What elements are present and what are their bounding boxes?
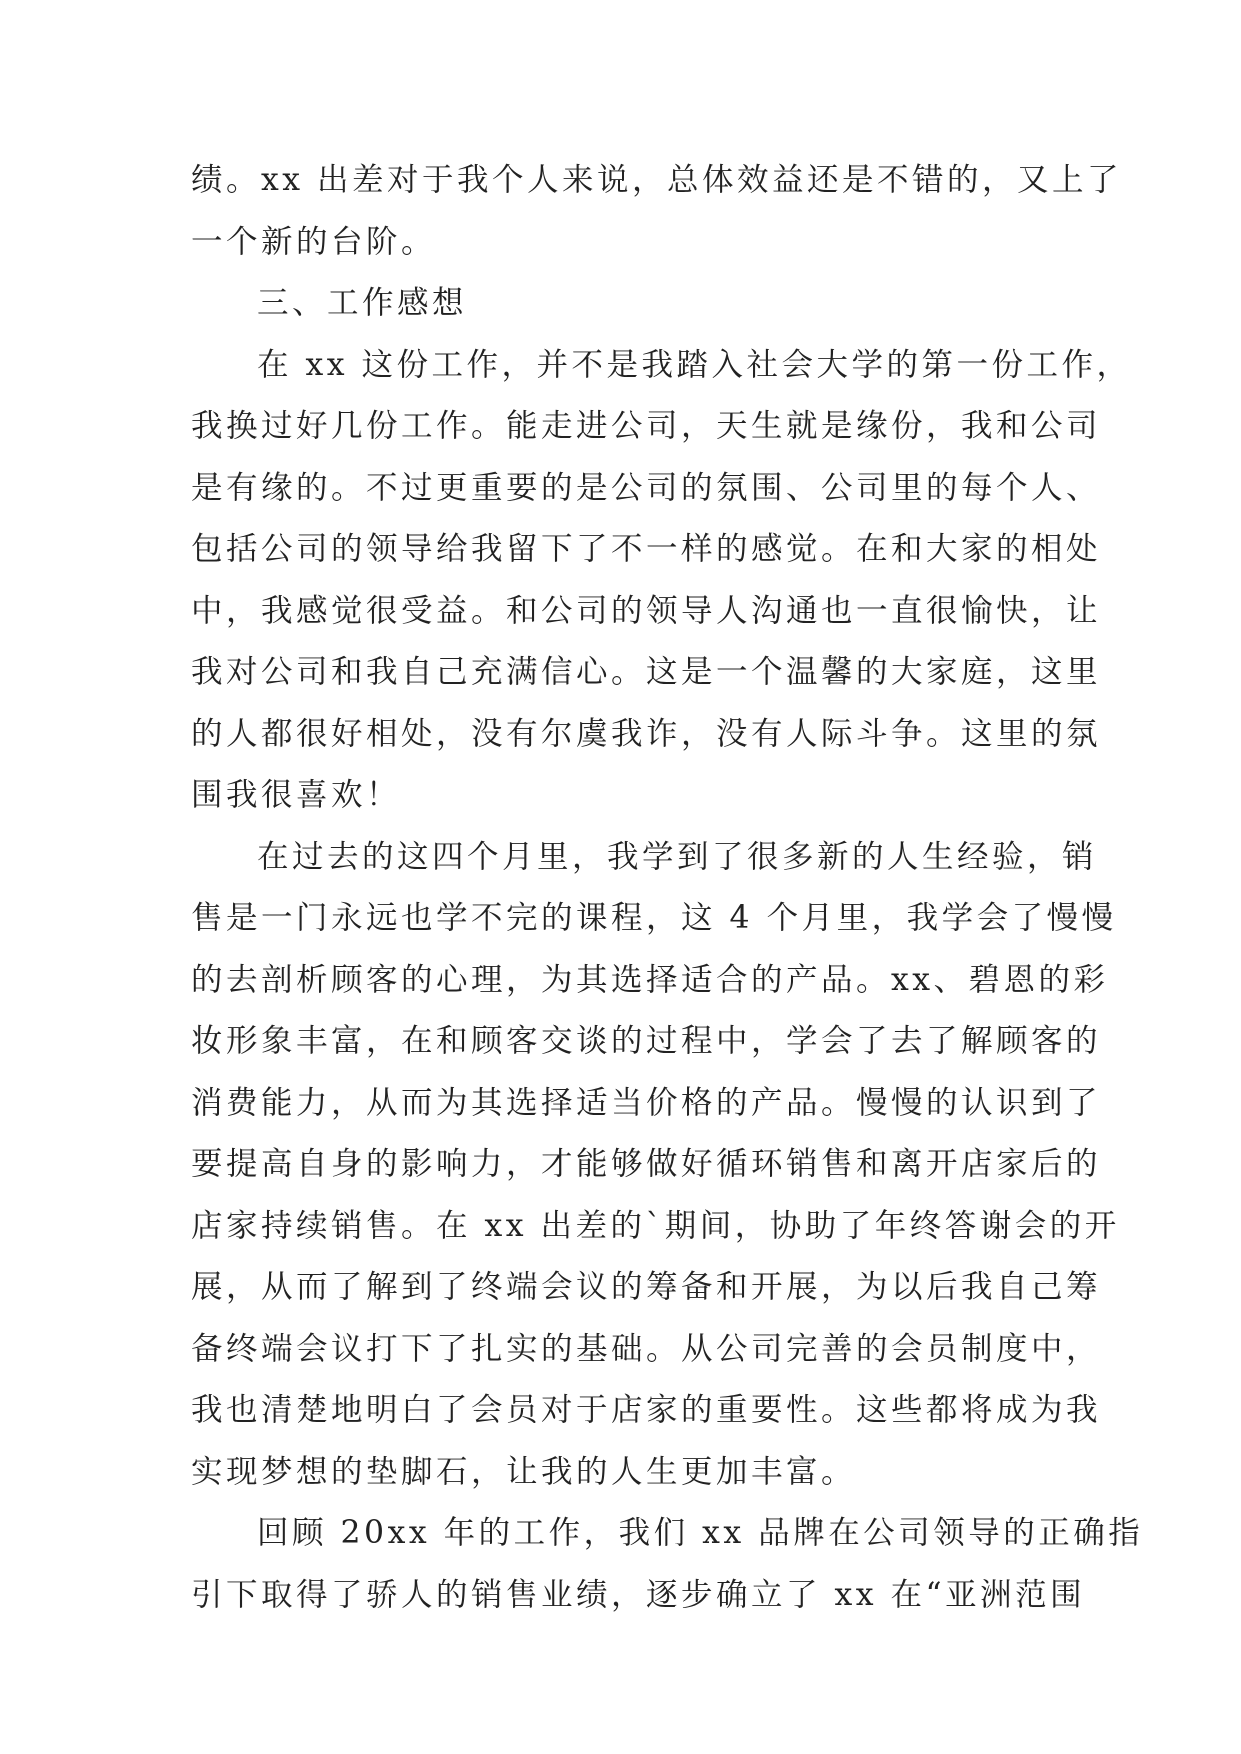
text-line: 的人都很好相处，没有尔虞我诈，没有人际斗争。这里的氛 (191, 715, 1102, 752)
text-line: 要提高自身的影响力，才能够做好循环销售和离开店家后的 (191, 1146, 1102, 1182)
document-body (191, 150, 1144, 1626)
text-line: 实现梦想的垫脚石，让我的人生更加丰富。 (191, 1453, 857, 1490)
text-line: 在过去的这四个月里，我学到了很多新的人生经验，销 (257, 838, 1098, 875)
text-line: 一个新的台阶。 (191, 223, 437, 260)
text-line: 绩。xx 出差对于我个人来说，总体效益还是不错的，又上了 (191, 162, 1123, 198)
text-line: 我换过好几份工作。能走进公司，天生就是缘份，我和公司 (191, 408, 1102, 444)
text-line: 展，从而了解到了终端会议的筹备和开展，为以后我自己筹 (191, 1269, 1102, 1305)
text-line: 备终端会议打下了扎实的基础。从公司完善的会员制度中， (191, 1330, 1102, 1367)
text-line: 中，我感觉很受益。和公司的领导人沟通也一直很愉快，让 (191, 592, 1102, 629)
text-line: 妆形象丰富，在和顾客交谈的过程中，学会了去了解顾客的 (191, 1023, 1102, 1059)
text-line: 是有缘的。不过更重要的是公司的氛围、公司里的每个人、 (191, 469, 1102, 506)
text-line: 围我很喜欢！ (191, 777, 402, 813)
text-line: 店家持续销售。在 xx 出差的`期间，协助了年终答谢会的开 (191, 1207, 1120, 1244)
section-heading: 三、工作感想 (257, 285, 468, 321)
text-line: 我对公司和我自己充满信心。这是一个温馨的大家庭，这里 (191, 654, 1102, 690)
text-line: 我也清楚地明白了会员对于店家的重要性。这些都将成为我 (191, 1392, 1102, 1428)
text-line: 引下取得了骄人的销售业绩，逐步确立了 xx 在“亚洲范围 (191, 1576, 1086, 1613)
text-line: 的去剖析顾客的心理，为其选择适合的产品。xx、碧恩的彩 (191, 961, 1109, 998)
text-line: 售是一门永远也学不完的课程，这 4 个月里，我学会了慢慢 (191, 900, 1117, 936)
text-line: 包括公司的领导给我留下了不一样的感觉。在和大家的相处 (191, 531, 1102, 567)
text-line: 在 xx 这份工作，并不是我踏入社会大学的第一份工作， (257, 346, 1132, 383)
text-line: 回顾 20xx 年的工作，我们 xx 品牌在公司领导的正确指 (257, 1515, 1144, 1551)
text-line: 消费能力，从而为其选择适当价格的产品。慢慢的认识到了 (191, 1084, 1102, 1121)
